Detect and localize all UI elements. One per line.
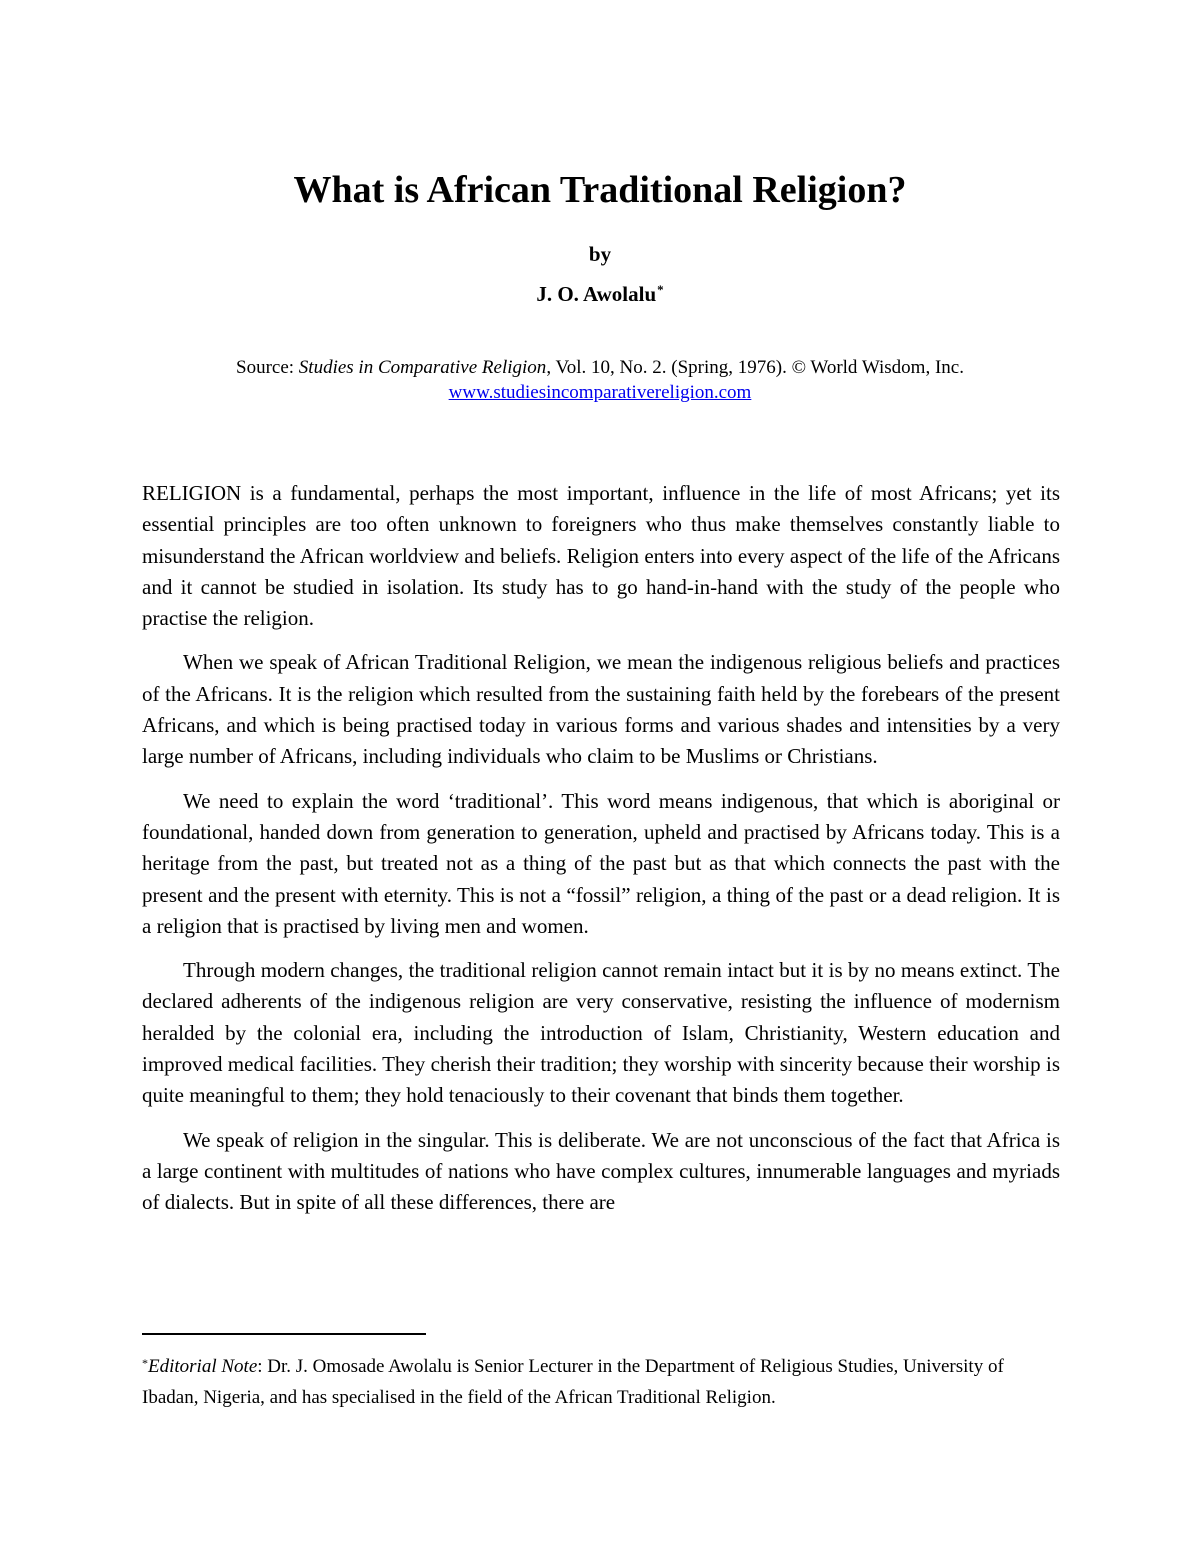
body-paragraph-3: We need to explain the word ‘traditional’. This word means indigenous, that which is aboriginal or foundational, handed down from generation to generation, upheld and practised by Africans today. This is a heritage from the past, but treated not as a thing of the past but as that which connects the past with the present and the present with eternity. This is not a “fossil” religion, a thing of the past or a dead religion. It is a religion that is practised by living men and women. bbox=[142, 788, 1060, 938]
source-details: , Vol. 10, No. 2. (Spring, 1976). © World Wisdom, Inc. bbox=[546, 357, 964, 378]
author-name-text: J. O. Awolalu bbox=[536, 282, 657, 306]
source-journal: Studies in Comparative Religion bbox=[298, 357, 547, 378]
source-link[interactable]: www.studiesincomparativereligion.com bbox=[448, 382, 752, 403]
body-paragraph-4: Through modern changes, the traditional religion cannot remain intact but it is by no means extinct. The declared adherents of the indigenous religion are very conservative, resisting the influence of modernism heralded by the colonial era, including the introduction of Islam, Christianity, Western education and improved medical facilities. They cherish their tradition; they worship with sincerity because their worship is quite meaningful to them; they hold tenaciously to their covenant that binds them together. bbox=[142, 958, 1060, 1108]
author-footnote-marker: * bbox=[657, 282, 664, 297]
source-citation bbox=[0, 355, 1200, 380]
author-name bbox=[0, 280, 1200, 308]
footnote-marker: * bbox=[142, 1356, 148, 1370]
source-link-line bbox=[0, 380, 1200, 405]
footnote bbox=[142, 1351, 1060, 1413]
byline-by: by bbox=[588, 242, 612, 266]
article-title: What is African Traditional Religion? bbox=[293, 169, 907, 211]
body-paragraph-5: We speak of religion in the singular. This is deliberate. We are not unconscious of the fact that Africa is a large continent with multitudes of nations who have complex cultures, innumerable languages and myriads of dialects. But in spite of all these differences, there are bbox=[142, 1127, 1060, 1215]
body-paragraph-2: When we speak of African Traditional Religion, we mean the indigenous religious beliefs and practices of the Africans. It is the religion which resulted from the sustaining faith held by the forebears of the present Africans, and which is being practised today in various forms and various shades and intensities by a very large number of Africans, including individuals who claim to be Muslims or Christians. bbox=[142, 650, 1060, 769]
footnote-text: : Dr. J. Omosade Awolalu is Senior Lecturer in the Department of Religious Studies, University of Ibadan, Nigeria, and has specialised in the field of the African Traditional Religion. bbox=[142, 1356, 1004, 1408]
footnote-label: Editorial Note bbox=[148, 1356, 258, 1377]
body-paragraph-1: RELIGION is a fundamental, perhaps the most important, influence in the life of most Africans; yet its essential principles are too often unknown to foreigners who thus make themselves constantly liable to misunderstand the African worldview and beliefs. Religion enters into every aspect of the life of the Africans and it cannot be studied in isolation. Its study has to go hand-in-hand with the study of the people who practise the religion. bbox=[142, 481, 1060, 631]
article-body bbox=[142, 478, 1060, 1232]
source-prefix: Source: bbox=[236, 357, 299, 378]
footnote-divider bbox=[142, 1333, 426, 1335]
